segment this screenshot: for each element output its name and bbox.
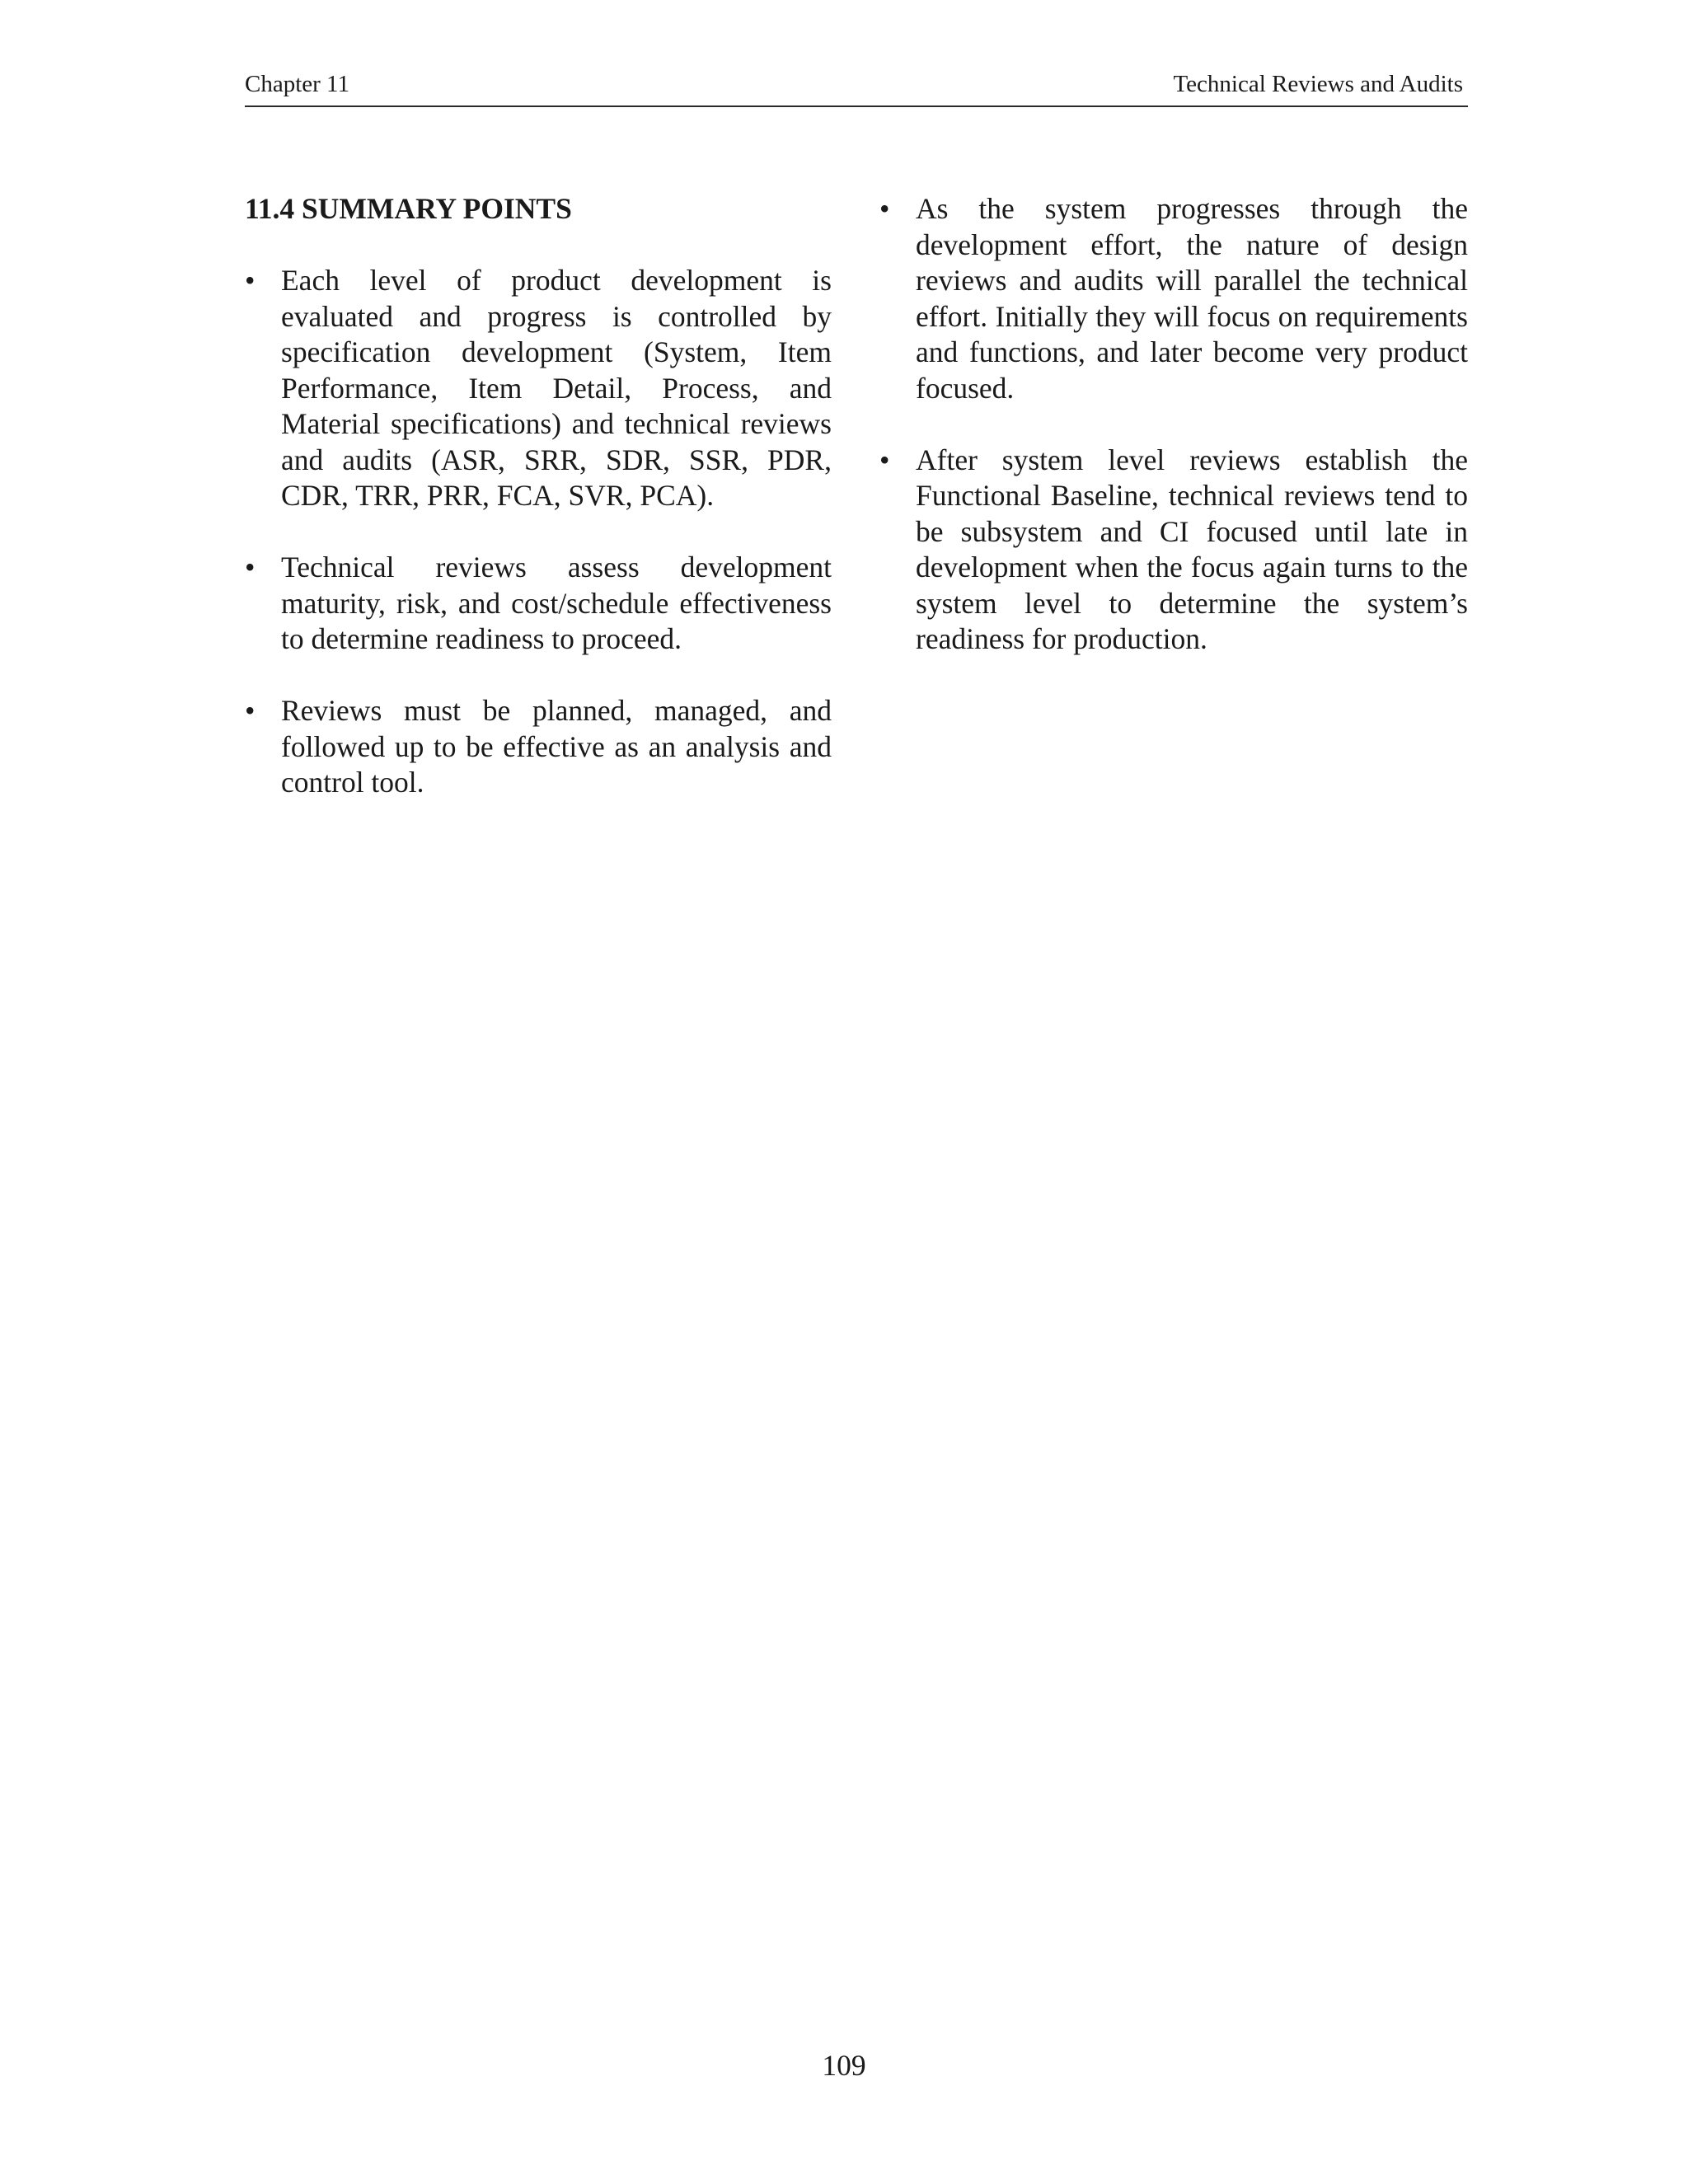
bullet-icon: • — [879, 192, 890, 225]
section-heading: 11.4 SUMMARY POINTS — [245, 192, 572, 225]
summary-point-3 — [245, 693, 832, 801]
summary-point-text: After system level reviews establish the Functional Baseline, technical reviews tend to be subsystem and CI focused until late in development when the focus again turns to the system level to determine the system’s readiness for production. — [916, 443, 1468, 655]
summary-point-text: As the system progresses through the development effort, the nature of design reviews and audits will parallel the technical effort. Initially they will focus on requirements and functions, and later become very product focused. — [916, 192, 1468, 405]
running-header — [245, 69, 1468, 107]
right-column — [879, 191, 1468, 693]
summary-point-text: Each level of product development is evaluated and progress is controlled by specification development (System, Item Performance, Item Detail, Process, and Material specifications) and technical reviews and audits (ASR, SRR, SDR, SSR, PDR, CDR, TRR, PRR, FCA, SVR, PCA). — [281, 264, 832, 512]
summary-point-2 — [245, 550, 832, 658]
bullet-icon: • — [879, 443, 890, 476]
page-number: 109 — [822, 2049, 866, 2082]
chapter-title: Technical Reviews and Audits — [1173, 71, 1463, 97]
summary-point-4 — [879, 191, 1468, 406]
bullet-icon: • — [245, 264, 256, 297]
summary-point-text: Reviews must be planned, managed, and followed up to be effective as an analysis and control tool. — [281, 694, 832, 799]
left-column — [245, 191, 832, 837]
summary-point-5 — [879, 443, 1468, 658]
bullet-icon: • — [245, 551, 256, 583]
summary-point-1 — [245, 263, 832, 514]
bullet-icon: • — [245, 694, 256, 727]
summary-point-text: Technical reviews assess development maturity, risk, and cost/schedule effectiveness to determine readiness to proceed. — [281, 551, 832, 655]
chapter-label: Chapter 11 — [245, 71, 349, 97]
